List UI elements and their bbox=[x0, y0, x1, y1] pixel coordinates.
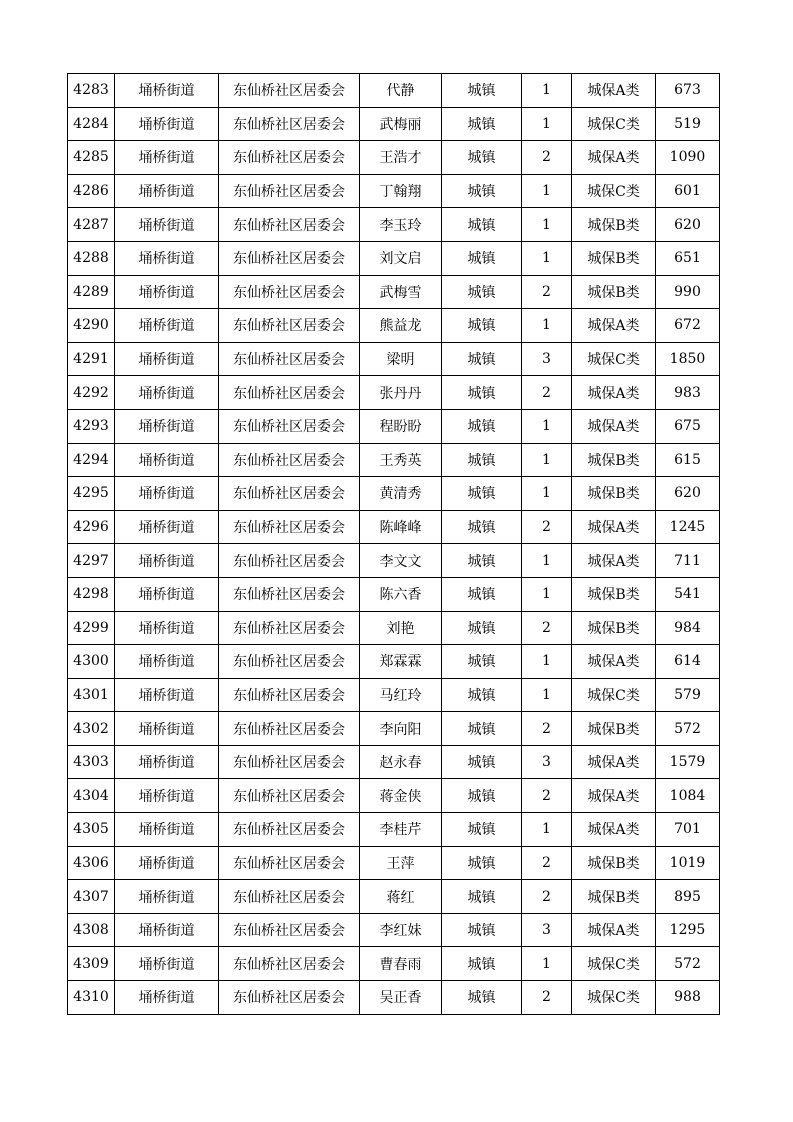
subdistrict-cell: 埇桥街道 bbox=[115, 241, 219, 275]
household-size-cell: 2 bbox=[522, 846, 572, 880]
table-row bbox=[68, 947, 720, 981]
table-row bbox=[68, 712, 720, 746]
amount-cell: 988 bbox=[656, 981, 720, 1015]
community-cell: 东仙桥社区居委会 bbox=[219, 309, 360, 343]
community-cell: 东仙桥社区居委会 bbox=[219, 477, 360, 511]
name-cell: 熊益龙 bbox=[360, 309, 442, 343]
table-row bbox=[68, 443, 720, 477]
table-row bbox=[68, 309, 720, 343]
household-type-cell: 城镇 bbox=[442, 174, 522, 208]
household-size-cell: 1 bbox=[522, 409, 572, 443]
category-cell: 城保C类 bbox=[572, 107, 656, 141]
name-cell: 梁明 bbox=[360, 342, 442, 376]
serial-number-cell: 4286 bbox=[68, 174, 115, 208]
subdistrict-cell: 埇桥街道 bbox=[115, 544, 219, 578]
category-cell: 城保A类 bbox=[572, 913, 656, 947]
household-size-cell: 2 bbox=[522, 376, 572, 410]
table-row bbox=[68, 745, 720, 779]
community-cell: 东仙桥社区居委会 bbox=[219, 510, 360, 544]
household-size-cell: 2 bbox=[522, 275, 572, 309]
name-cell: 丁翰翔 bbox=[360, 174, 442, 208]
name-cell: 李桂芹 bbox=[360, 813, 442, 847]
category-cell: 城保A类 bbox=[572, 745, 656, 779]
household-type-cell: 城镇 bbox=[442, 74, 522, 108]
name-cell: 武梅丽 bbox=[360, 107, 442, 141]
household-size-cell: 1 bbox=[522, 645, 572, 679]
name-cell: 李玉玲 bbox=[360, 208, 442, 242]
subdistrict-cell: 埇桥街道 bbox=[115, 477, 219, 511]
amount-cell: 1019 bbox=[656, 846, 720, 880]
household-type-cell: 城镇 bbox=[442, 779, 522, 813]
subdistrict-cell: 埇桥街道 bbox=[115, 141, 219, 175]
table-row bbox=[68, 174, 720, 208]
subdistrict-cell: 埇桥街道 bbox=[115, 510, 219, 544]
household-size-cell: 1 bbox=[522, 813, 572, 847]
household-type-cell: 城镇 bbox=[442, 275, 522, 309]
community-cell: 东仙桥社区居委会 bbox=[219, 813, 360, 847]
household-size-cell: 2 bbox=[522, 611, 572, 645]
table-row bbox=[68, 846, 720, 880]
household-type-cell: 城镇 bbox=[442, 846, 522, 880]
household-size-cell: 1 bbox=[522, 107, 572, 141]
name-cell: 王浩才 bbox=[360, 141, 442, 175]
household-size-cell: 3 bbox=[522, 913, 572, 947]
household-type-cell: 城镇 bbox=[442, 913, 522, 947]
subdistrict-cell: 埇桥街道 bbox=[115, 645, 219, 679]
subdistrict-cell: 埇桥街道 bbox=[115, 74, 219, 108]
household-type-cell: 城镇 bbox=[442, 107, 522, 141]
serial-number-cell: 4284 bbox=[68, 107, 115, 141]
household-size-cell: 3 bbox=[522, 745, 572, 779]
serial-number-cell: 4291 bbox=[68, 342, 115, 376]
household-size-cell: 1 bbox=[522, 241, 572, 275]
amount-cell: 675 bbox=[656, 409, 720, 443]
serial-number-cell: 4287 bbox=[68, 208, 115, 242]
subdistrict-cell: 埇桥街道 bbox=[115, 712, 219, 746]
community-cell: 东仙桥社区居委会 bbox=[219, 846, 360, 880]
subdistrict-cell: 埇桥街道 bbox=[115, 880, 219, 914]
amount-cell: 601 bbox=[656, 174, 720, 208]
household-type-cell: 城镇 bbox=[442, 342, 522, 376]
household-size-cell: 3 bbox=[522, 342, 572, 376]
category-cell: 城保B类 bbox=[572, 275, 656, 309]
table-row bbox=[68, 342, 720, 376]
amount-cell: 1245 bbox=[656, 510, 720, 544]
household-size-cell: 1 bbox=[522, 309, 572, 343]
table-row bbox=[68, 74, 720, 108]
table-row bbox=[68, 813, 720, 847]
amount-cell: 990 bbox=[656, 275, 720, 309]
household-size-cell: 2 bbox=[522, 510, 572, 544]
table-row bbox=[68, 611, 720, 645]
serial-number-cell: 4307 bbox=[68, 880, 115, 914]
community-cell: 东仙桥社区居委会 bbox=[219, 544, 360, 578]
serial-number-cell: 4297 bbox=[68, 544, 115, 578]
amount-cell: 673 bbox=[656, 74, 720, 108]
community-cell: 东仙桥社区居委会 bbox=[219, 678, 360, 712]
household-type-cell: 城镇 bbox=[442, 443, 522, 477]
name-cell: 郑霖霖 bbox=[360, 645, 442, 679]
household-type-cell: 城镇 bbox=[442, 611, 522, 645]
community-cell: 东仙桥社区居委会 bbox=[219, 241, 360, 275]
table-row bbox=[68, 208, 720, 242]
subdistrict-cell: 埇桥街道 bbox=[115, 443, 219, 477]
household-size-cell: 2 bbox=[522, 141, 572, 175]
name-cell: 蒋红 bbox=[360, 880, 442, 914]
subdistrict-cell: 埇桥街道 bbox=[115, 309, 219, 343]
household-type-cell: 城镇 bbox=[442, 712, 522, 746]
serial-number-cell: 4301 bbox=[68, 678, 115, 712]
amount-cell: 1295 bbox=[656, 913, 720, 947]
community-cell: 东仙桥社区居委会 bbox=[219, 745, 360, 779]
community-cell: 东仙桥社区居委会 bbox=[219, 779, 360, 813]
serial-number-cell: 4305 bbox=[68, 813, 115, 847]
category-cell: 城保A类 bbox=[572, 141, 656, 175]
category-cell: 城保B类 bbox=[572, 477, 656, 511]
name-cell: 李红妹 bbox=[360, 913, 442, 947]
household-type-cell: 城镇 bbox=[442, 947, 522, 981]
name-cell: 刘文启 bbox=[360, 241, 442, 275]
serial-number-cell: 4289 bbox=[68, 275, 115, 309]
household-size-cell: 1 bbox=[522, 174, 572, 208]
name-cell: 程盼盼 bbox=[360, 409, 442, 443]
serial-number-cell: 4309 bbox=[68, 947, 115, 981]
table-row bbox=[68, 678, 720, 712]
household-type-cell: 城镇 bbox=[442, 678, 522, 712]
household-type-cell: 城镇 bbox=[442, 645, 522, 679]
subdistrict-cell: 埇桥街道 bbox=[115, 913, 219, 947]
household-type-cell: 城镇 bbox=[442, 544, 522, 578]
category-cell: 城保A类 bbox=[572, 409, 656, 443]
household-size-cell: 2 bbox=[522, 779, 572, 813]
amount-cell: 1084 bbox=[656, 779, 720, 813]
serial-number-cell: 4293 bbox=[68, 409, 115, 443]
serial-number-cell: 4283 bbox=[68, 74, 115, 108]
category-cell: 城保C类 bbox=[572, 174, 656, 208]
serial-number-cell: 4298 bbox=[68, 577, 115, 611]
category-cell: 城保A类 bbox=[572, 510, 656, 544]
amount-cell: 701 bbox=[656, 813, 720, 847]
category-cell: 城保A类 bbox=[572, 74, 656, 108]
household-type-cell: 城镇 bbox=[442, 376, 522, 410]
amount-cell: 620 bbox=[656, 477, 720, 511]
category-cell: 城保B类 bbox=[572, 443, 656, 477]
category-cell: 城保B类 bbox=[572, 208, 656, 242]
serial-number-cell: 4299 bbox=[68, 611, 115, 645]
household-type-cell: 城镇 bbox=[442, 981, 522, 1015]
table-row bbox=[68, 645, 720, 679]
category-cell: 城保B类 bbox=[572, 712, 656, 746]
category-cell: 城保A类 bbox=[572, 376, 656, 410]
subdistrict-cell: 埇桥街道 bbox=[115, 107, 219, 141]
community-cell: 东仙桥社区居委会 bbox=[219, 107, 360, 141]
subdistrict-cell: 埇桥街道 bbox=[115, 846, 219, 880]
community-cell: 东仙桥社区居委会 bbox=[219, 611, 360, 645]
name-cell: 曹春雨 bbox=[360, 947, 442, 981]
category-cell: 城保A类 bbox=[572, 544, 656, 578]
table-row bbox=[68, 913, 720, 947]
amount-cell: 711 bbox=[656, 544, 720, 578]
subdistrict-cell: 埇桥街道 bbox=[115, 745, 219, 779]
table-row bbox=[68, 409, 720, 443]
household-size-cell: 1 bbox=[522, 443, 572, 477]
table-row bbox=[68, 107, 720, 141]
category-cell: 城保C类 bbox=[572, 342, 656, 376]
serial-number-cell: 4292 bbox=[68, 376, 115, 410]
table-row bbox=[68, 510, 720, 544]
amount-cell: 672 bbox=[656, 309, 720, 343]
name-cell: 武梅雪 bbox=[360, 275, 442, 309]
household-size-cell: 1 bbox=[522, 74, 572, 108]
amount-cell: 983 bbox=[656, 376, 720, 410]
household-size-cell: 2 bbox=[522, 712, 572, 746]
table-row bbox=[68, 275, 720, 309]
category-cell: 城保A类 bbox=[572, 309, 656, 343]
household-type-cell: 城镇 bbox=[442, 577, 522, 611]
subdistrict-cell: 埇桥街道 bbox=[115, 947, 219, 981]
subdistrict-cell: 埇桥街道 bbox=[115, 779, 219, 813]
community-cell: 东仙桥社区居委会 bbox=[219, 443, 360, 477]
amount-cell: 614 bbox=[656, 645, 720, 679]
amount-cell: 895 bbox=[656, 880, 720, 914]
name-cell: 王萍 bbox=[360, 846, 442, 880]
serial-number-cell: 4304 bbox=[68, 779, 115, 813]
household-type-cell: 城镇 bbox=[442, 745, 522, 779]
amount-cell: 1090 bbox=[656, 141, 720, 175]
table-row bbox=[68, 376, 720, 410]
household-size-cell: 1 bbox=[522, 208, 572, 242]
community-cell: 东仙桥社区居委会 bbox=[219, 174, 360, 208]
table-row bbox=[68, 779, 720, 813]
category-cell: 城保B类 bbox=[572, 611, 656, 645]
amount-cell: 1850 bbox=[656, 342, 720, 376]
name-cell: 马红玲 bbox=[360, 678, 442, 712]
serial-number-cell: 4306 bbox=[68, 846, 115, 880]
name-cell: 刘艳 bbox=[360, 611, 442, 645]
household-type-cell: 城镇 bbox=[442, 409, 522, 443]
community-cell: 东仙桥社区居委会 bbox=[219, 880, 360, 914]
table-row bbox=[68, 141, 720, 175]
subdistrict-cell: 埇桥街道 bbox=[115, 208, 219, 242]
amount-cell: 541 bbox=[656, 577, 720, 611]
table-body bbox=[68, 74, 720, 1015]
serial-number-cell: 4294 bbox=[68, 443, 115, 477]
subdistrict-cell: 埇桥街道 bbox=[115, 577, 219, 611]
community-cell: 东仙桥社区居委会 bbox=[219, 275, 360, 309]
category-cell: 城保C类 bbox=[572, 981, 656, 1015]
name-cell: 吴正香 bbox=[360, 981, 442, 1015]
subdistrict-cell: 埇桥街道 bbox=[115, 275, 219, 309]
household-type-cell: 城镇 bbox=[442, 241, 522, 275]
community-cell: 东仙桥社区居委会 bbox=[219, 981, 360, 1015]
category-cell: 城保C类 bbox=[572, 678, 656, 712]
category-cell: 城保C类 bbox=[572, 947, 656, 981]
amount-cell: 519 bbox=[656, 107, 720, 141]
amount-cell: 1579 bbox=[656, 745, 720, 779]
subdistrict-cell: 埇桥街道 bbox=[115, 342, 219, 376]
subdistrict-cell: 埇桥街道 bbox=[115, 409, 219, 443]
name-cell: 李向阳 bbox=[360, 712, 442, 746]
household-size-cell: 1 bbox=[522, 577, 572, 611]
name-cell: 王秀英 bbox=[360, 443, 442, 477]
name-cell: 黄清秀 bbox=[360, 477, 442, 511]
amount-cell: 620 bbox=[656, 208, 720, 242]
community-cell: 东仙桥社区居委会 bbox=[219, 577, 360, 611]
household-size-cell: 1 bbox=[522, 947, 572, 981]
serial-number-cell: 4285 bbox=[68, 141, 115, 175]
amount-cell: 615 bbox=[656, 443, 720, 477]
serial-number-cell: 4300 bbox=[68, 645, 115, 679]
serial-number-cell: 4295 bbox=[68, 477, 115, 511]
household-type-cell: 城镇 bbox=[442, 510, 522, 544]
subdistrict-cell: 埇桥街道 bbox=[115, 981, 219, 1015]
community-cell: 东仙桥社区居委会 bbox=[219, 409, 360, 443]
serial-number-cell: 4296 bbox=[68, 510, 115, 544]
community-cell: 东仙桥社区居委会 bbox=[219, 141, 360, 175]
household-size-cell: 1 bbox=[522, 544, 572, 578]
subdistrict-cell: 埇桥街道 bbox=[115, 376, 219, 410]
household-size-cell: 2 bbox=[522, 981, 572, 1015]
amount-cell: 572 bbox=[656, 712, 720, 746]
household-type-cell: 城镇 bbox=[442, 813, 522, 847]
household-size-cell: 1 bbox=[522, 678, 572, 712]
community-cell: 东仙桥社区居委会 bbox=[219, 74, 360, 108]
household-size-cell: 2 bbox=[522, 880, 572, 914]
serial-number-cell: 4302 bbox=[68, 712, 115, 746]
household-type-cell: 城镇 bbox=[442, 309, 522, 343]
beneficiary-table bbox=[67, 73, 720, 1015]
serial-number-cell: 4308 bbox=[68, 913, 115, 947]
table-row bbox=[68, 544, 720, 578]
subdistrict-cell: 埇桥街道 bbox=[115, 678, 219, 712]
category-cell: 城保A类 bbox=[572, 779, 656, 813]
name-cell: 陈峰峰 bbox=[360, 510, 442, 544]
category-cell: 城保B类 bbox=[572, 880, 656, 914]
community-cell: 东仙桥社区居委会 bbox=[219, 913, 360, 947]
category-cell: 城保A类 bbox=[572, 813, 656, 847]
household-type-cell: 城镇 bbox=[442, 141, 522, 175]
category-cell: 城保B类 bbox=[572, 241, 656, 275]
amount-cell: 984 bbox=[656, 611, 720, 645]
amount-cell: 651 bbox=[656, 241, 720, 275]
household-size-cell: 1 bbox=[522, 477, 572, 511]
name-cell: 赵永春 bbox=[360, 745, 442, 779]
table-row bbox=[68, 241, 720, 275]
serial-number-cell: 4290 bbox=[68, 309, 115, 343]
community-cell: 东仙桥社区居委会 bbox=[219, 712, 360, 746]
table-row bbox=[68, 477, 720, 511]
serial-number-cell: 4303 bbox=[68, 745, 115, 779]
community-cell: 东仙桥社区居委会 bbox=[219, 208, 360, 242]
household-type-cell: 城镇 bbox=[442, 208, 522, 242]
serial-number-cell: 4288 bbox=[68, 241, 115, 275]
subdistrict-cell: 埇桥街道 bbox=[115, 174, 219, 208]
subdistrict-cell: 埇桥街道 bbox=[115, 813, 219, 847]
subdistrict-cell: 埇桥街道 bbox=[115, 611, 219, 645]
community-cell: 东仙桥社区居委会 bbox=[219, 376, 360, 410]
name-cell: 陈六香 bbox=[360, 577, 442, 611]
category-cell: 城保A类 bbox=[572, 645, 656, 679]
category-cell: 城保B类 bbox=[572, 846, 656, 880]
community-cell: 东仙桥社区居委会 bbox=[219, 342, 360, 376]
community-cell: 东仙桥社区居委会 bbox=[219, 947, 360, 981]
name-cell: 代静 bbox=[360, 74, 442, 108]
table-row bbox=[68, 880, 720, 914]
community-cell: 东仙桥社区居委会 bbox=[219, 645, 360, 679]
serial-number-cell: 4310 bbox=[68, 981, 115, 1015]
household-type-cell: 城镇 bbox=[442, 477, 522, 511]
name-cell: 蒋金侠 bbox=[360, 779, 442, 813]
table-row bbox=[68, 577, 720, 611]
table-row bbox=[68, 981, 720, 1015]
name-cell: 李文文 bbox=[360, 544, 442, 578]
name-cell: 张丹丹 bbox=[360, 376, 442, 410]
amount-cell: 572 bbox=[656, 947, 720, 981]
category-cell: 城保B类 bbox=[572, 577, 656, 611]
amount-cell: 579 bbox=[656, 678, 720, 712]
household-type-cell: 城镇 bbox=[442, 880, 522, 914]
